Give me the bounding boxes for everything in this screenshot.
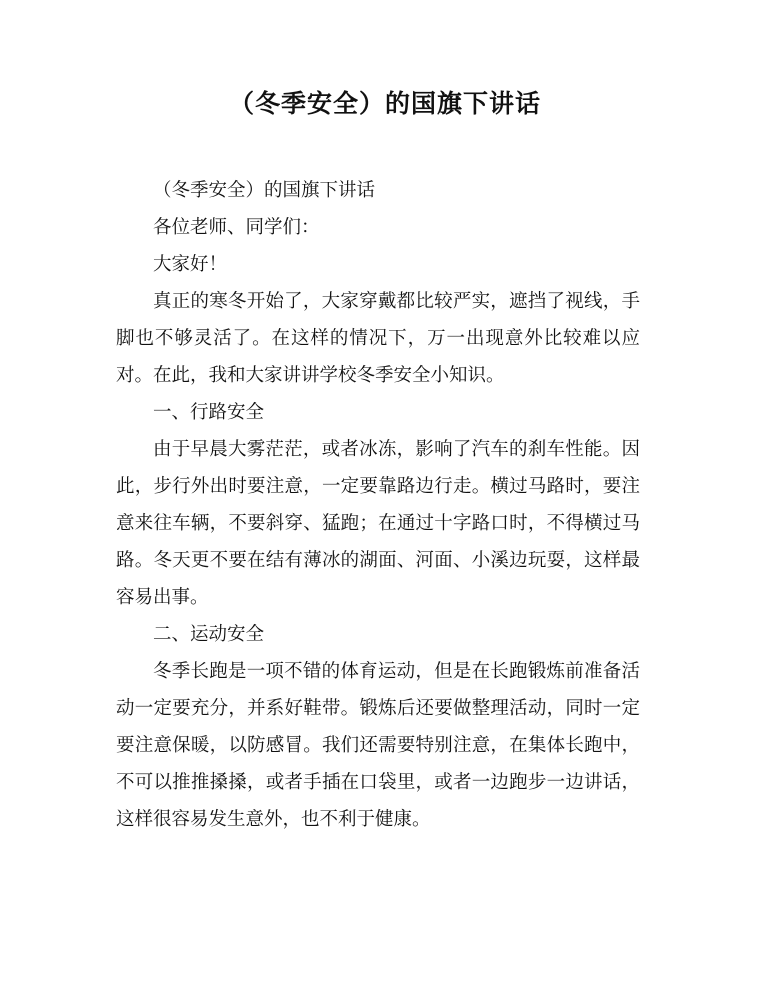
sports-safety-paragraph: 冬季长跑是一项不错的体育运动，但是在长跑锻炼前准备活动一定要充分，并系好鞋带。锻炼后还要做整理活动，同时一定要注意保暖，以防感冒。我们还需要特别注意，在集体长跑中，不可以推推搡搡，或者手插在口袋里，或者一边跑步一边讲话，这样很容易发生意外，也不利于健康。 [116,661,640,830]
section-heading-sports-safety: 二、运动安全 [153,624,265,645]
intro-paragraph: 真正的寒冬开始了，大家穿戴都比较严实，遮挡了视线，手脚也不够灵活了。在这样的情况下，万一出现意外比较难以应对。在此，我和大家讲讲学校冬季安全小知识。 [116,291,640,386]
subtitle-paragraph: （冬季安全）的国旗下讲话 [153,180,376,201]
document-body [116,172,640,838]
section-heading-walking-safety: 一、行路安全 [153,402,265,423]
document-title: （冬季安全）的国旗下讲话 [228,89,541,118]
walking-safety-paragraph: 由于早晨大雾茫茫，或者冰冻，影响了汽车的刹车性能。因此，步行外出时要注意，一定要靠路边行走。横过马路时，要注意来往车辆，不要斜穿、猛跑；在通过十字路口时，不得横过马路。冬天更不要在结有薄冰的湖面、河面、小溪边玩耍，这样最容易出事。 [116,439,640,608]
greeting-hello: 大家好！ [153,254,228,275]
greeting-addressee: 各位老师、同学们： [153,217,320,238]
